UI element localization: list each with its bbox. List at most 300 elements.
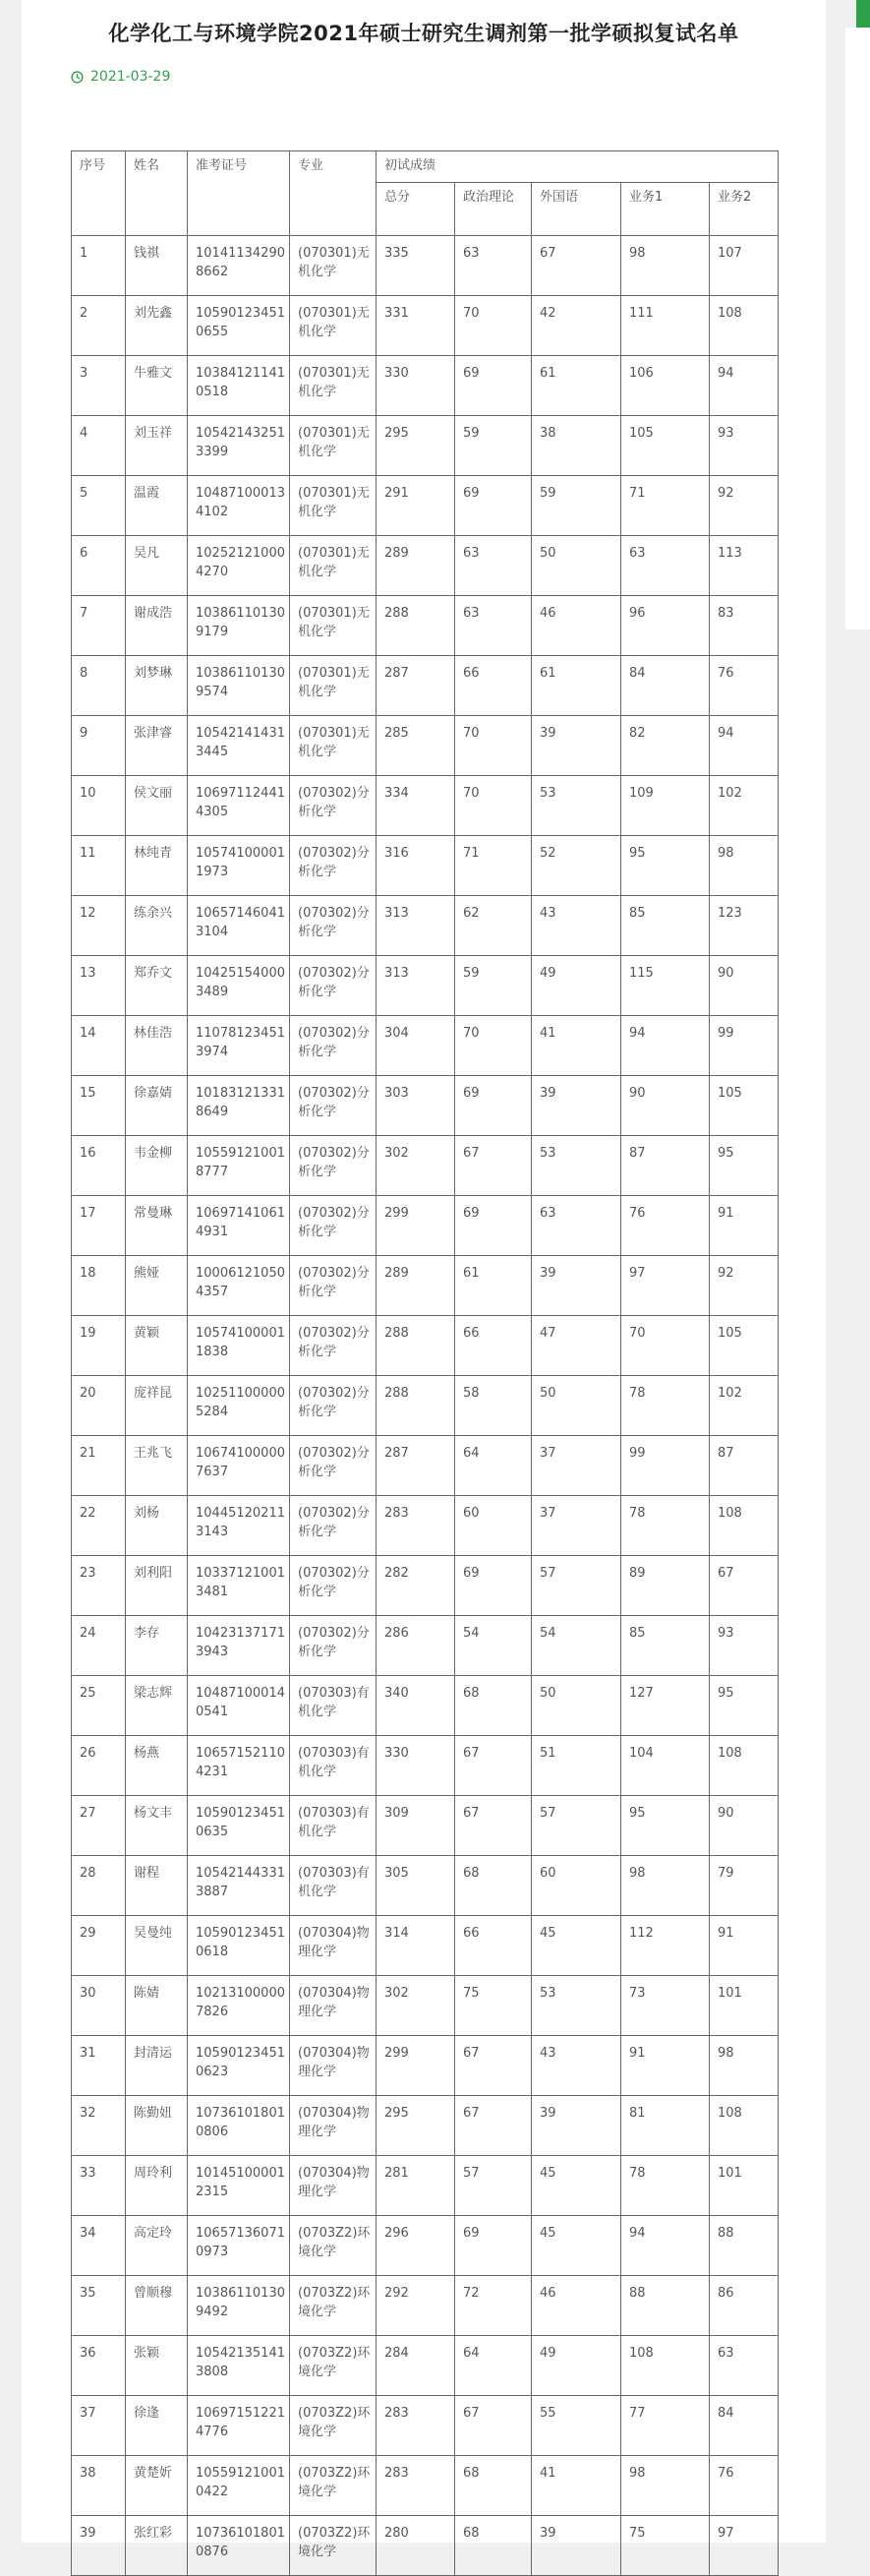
cell-seq: 6 [72, 536, 126, 596]
cell-foreign: 50 [532, 536, 621, 596]
table-row [72, 1376, 779, 1436]
cell-subject1: 111 [621, 296, 710, 356]
cell-seq: 9 [72, 716, 126, 776]
cell-total: 289 [377, 536, 455, 596]
cell-subject2: 98 [710, 836, 779, 896]
side-widget-tab[interactable] [856, 0, 870, 28]
table-row [72, 1856, 779, 1916]
page-title: 化学化工与环境学院2021年硕士研究生调剂第一批学硕拟复试名单 [108, 22, 739, 45]
cell-subject1: 98 [621, 1856, 710, 1916]
cell-politics: 63 [455, 596, 532, 656]
header-major: 专业 [290, 151, 377, 236]
cell-subject1: 99 [621, 1436, 710, 1496]
cell-name: 周玲利 [126, 2156, 188, 2216]
cell-exam-id: 105421351413808 [188, 2336, 290, 2396]
cell-name: 张红彩 [126, 2516, 188, 2576]
cell-major: (070301)无机化学 [290, 476, 377, 536]
table-row [72, 1916, 779, 1976]
cell-major: (070304)物理化学 [290, 2096, 377, 2156]
cell-subject1: 63 [621, 536, 710, 596]
cell-seq: 24 [72, 1616, 126, 1676]
cell-seq: 27 [72, 1796, 126, 1856]
table-row [72, 836, 779, 896]
cell-subject2: 91 [710, 1196, 779, 1256]
cell-seq: 15 [72, 1076, 126, 1136]
cell-total: 296 [377, 2216, 455, 2276]
cell-name: 曾顺穆 [126, 2276, 188, 2336]
cell-foreign: 39 [532, 716, 621, 776]
cell-total: 303 [377, 1076, 455, 1136]
cell-name: 刘玉祥 [126, 416, 188, 476]
cell-exam-id: 106971410614931 [188, 1196, 290, 1256]
cell-exam-id: 105421432513399 [188, 416, 290, 476]
cell-foreign: 53 [532, 1976, 621, 2036]
cell-foreign: 51 [532, 1736, 621, 1796]
cell-name: 刘利阳 [126, 1556, 188, 1616]
table-row [72, 2036, 779, 2096]
table-row [72, 656, 779, 716]
cell-foreign: 50 [532, 1676, 621, 1736]
table-row [72, 476, 779, 536]
cell-foreign: 39 [532, 2516, 621, 2576]
cell-seq: 37 [72, 2396, 126, 2456]
cell-foreign: 50 [532, 1376, 621, 1436]
cell-total: 330 [377, 1736, 455, 1796]
cell-total: 309 [377, 1796, 455, 1856]
header-subject2: 业务2 [710, 183, 779, 236]
cell-seq: 26 [72, 1736, 126, 1796]
cell-exam-id: 103861101309179 [188, 596, 290, 656]
cell-name: 陈勤妞 [126, 2096, 188, 2156]
cell-subject1: 90 [621, 1076, 710, 1136]
cell-subject1: 87 [621, 1136, 710, 1196]
cell-name: 吴曼纯 [126, 1916, 188, 1976]
cell-exam-id: 106571521104231 [188, 1736, 290, 1796]
cell-exam-id: 103861101309574 [188, 656, 290, 716]
cell-subject1: 115 [621, 956, 710, 1016]
cell-politics: 64 [455, 2336, 532, 2396]
cell-politics: 67 [455, 2096, 532, 2156]
cell-foreign: 52 [532, 836, 621, 896]
cell-name: 熊娅 [126, 1256, 188, 1316]
cell-foreign: 42 [532, 296, 621, 356]
cell-politics: 64 [455, 1436, 532, 1496]
cell-total: 335 [377, 236, 455, 296]
cell-exam-id: 105901234510623 [188, 2036, 290, 2096]
cell-exam-id: 107361018010806 [188, 2096, 290, 2156]
cell-subject2: 105 [710, 1316, 779, 1376]
cell-seq: 31 [72, 2036, 126, 2096]
cell-major: (070302)分析化学 [290, 896, 377, 956]
cell-subject1: 78 [621, 1496, 710, 1556]
cell-subject2: 97 [710, 2516, 779, 2576]
cell-politics: 69 [455, 1076, 532, 1136]
table-row [72, 956, 779, 1016]
cell-foreign: 41 [532, 2456, 621, 2516]
cell-exam-id: 105421414313445 [188, 716, 290, 776]
cell-exam-id: 103861101309492 [188, 2276, 290, 2336]
cell-subject1: 98 [621, 2456, 710, 2516]
cell-seq: 35 [72, 2276, 126, 2336]
cell-politics: 67 [455, 1796, 532, 1856]
cell-foreign: 61 [532, 656, 621, 716]
cell-subject1: 76 [621, 1196, 710, 1256]
cell-major: (070304)物理化学 [290, 2156, 377, 2216]
cell-total: 284 [377, 2336, 455, 2396]
cell-subject2: 90 [710, 1796, 779, 1856]
cell-seq: 2 [72, 296, 126, 356]
cell-politics: 57 [455, 2156, 532, 2216]
cell-major: (070302)分析化学 [290, 1436, 377, 1496]
cell-foreign: 43 [532, 2036, 621, 2096]
cell-total: 286 [377, 1616, 455, 1676]
cell-subject2: 102 [710, 776, 779, 836]
cell-seq: 18 [72, 1256, 126, 1316]
cell-name: 谢成浩 [126, 596, 188, 656]
cell-major: (070304)物理化学 [290, 1976, 377, 2036]
cell-subject2: 83 [710, 596, 779, 656]
cell-subject1: 98 [621, 236, 710, 296]
cell-politics: 69 [455, 1556, 532, 1616]
cell-subject2: 63 [710, 2336, 779, 2396]
cell-total: 302 [377, 1136, 455, 1196]
cell-major: (070302)分析化学 [290, 1196, 377, 1256]
cell-subject1: 95 [621, 836, 710, 896]
cell-subject2: 94 [710, 356, 779, 416]
cell-name: 温霞 [126, 476, 188, 536]
cell-name: 陈婧 [126, 1976, 188, 2036]
cell-seq: 33 [72, 2156, 126, 2216]
cell-foreign: 57 [532, 1796, 621, 1856]
header-politics: 政治理论 [455, 183, 532, 236]
cell-name: 郑乔文 [126, 956, 188, 1016]
cell-subject1: 78 [621, 2156, 710, 2216]
cell-total: 288 [377, 1376, 455, 1436]
cell-seq: 28 [72, 1856, 126, 1916]
cell-total: 314 [377, 1916, 455, 1976]
cell-exam-id: 106741000007637 [188, 1436, 290, 1496]
table-row [72, 1256, 779, 1316]
cell-name: 杨燕 [126, 1736, 188, 1796]
cell-politics: 67 [455, 2396, 532, 2456]
cell-politics: 72 [455, 2276, 532, 2336]
cell-foreign: 39 [532, 1076, 621, 1136]
table-row [72, 1076, 779, 1136]
cell-foreign: 60 [532, 1856, 621, 1916]
cell-total: 334 [377, 776, 455, 836]
cell-seq: 5 [72, 476, 126, 536]
cell-major: (070301)无机化学 [290, 596, 377, 656]
cell-total: 299 [377, 2036, 455, 2096]
header-total: 总分 [377, 183, 455, 236]
cell-seq: 29 [72, 1916, 126, 1976]
cell-seq: 22 [72, 1496, 126, 1556]
cell-major: (070304)物理化学 [290, 2036, 377, 2096]
cell-major: (0703Z2)环境化学 [290, 2276, 377, 2336]
cell-exam-id: 102521210004270 [188, 536, 290, 596]
cell-foreign: 54 [532, 1616, 621, 1676]
table-row [72, 1736, 779, 1796]
cell-total: 302 [377, 1976, 455, 2036]
cell-seq: 16 [72, 1136, 126, 1196]
cell-name: 常曼琳 [126, 1196, 188, 1256]
cell-name: 黄楚妡 [126, 2456, 188, 2516]
table-row [72, 1316, 779, 1376]
cell-exam-id: 106971512214776 [188, 2396, 290, 2456]
cell-foreign: 61 [532, 356, 621, 416]
cell-subject1: 109 [621, 776, 710, 836]
cell-exam-id: 105591210010422 [188, 2456, 290, 2516]
cell-major: (070301)无机化学 [290, 416, 377, 476]
cell-total: 288 [377, 596, 455, 656]
cell-subject2: 108 [710, 2096, 779, 2156]
cell-subject2: 94 [710, 716, 779, 776]
table-row [72, 1016, 779, 1076]
cell-subject1: 78 [621, 1376, 710, 1436]
table-row [72, 776, 779, 836]
cell-foreign: 49 [532, 956, 621, 1016]
table-row [72, 596, 779, 656]
cell-total: 285 [377, 716, 455, 776]
table-row [72, 356, 779, 416]
cell-seq: 11 [72, 836, 126, 896]
cell-subject2: 107 [710, 236, 779, 296]
cell-politics: 63 [455, 236, 532, 296]
cell-seq: 14 [72, 1016, 126, 1076]
cell-name: 王兆飞 [126, 1436, 188, 1496]
cell-subject1: 84 [621, 656, 710, 716]
cell-subject1: 77 [621, 2396, 710, 2456]
cell-major: (070302)分析化学 [290, 1076, 377, 1136]
cell-politics: 68 [455, 1856, 532, 1916]
cell-politics: 75 [455, 1976, 532, 2036]
cell-foreign: 38 [532, 416, 621, 476]
cell-subject2: 67 [710, 1556, 779, 1616]
cell-foreign: 45 [532, 2216, 621, 2276]
clock-icon [71, 71, 84, 84]
publish-date [71, 69, 170, 85]
cell-subject2: 90 [710, 956, 779, 1016]
cell-name: 徐嘉婧 [126, 1076, 188, 1136]
cell-foreign: 63 [532, 1196, 621, 1256]
cell-major: (070301)无机化学 [290, 656, 377, 716]
table-row [72, 1496, 779, 1556]
cell-subject2: 123 [710, 896, 779, 956]
cell-major: (070301)无机化学 [290, 716, 377, 776]
cell-subject2: 108 [710, 1736, 779, 1796]
header-score-group: 初试成绩 [377, 151, 779, 183]
cell-politics: 63 [455, 536, 532, 596]
cell-total: 299 [377, 1196, 455, 1256]
cell-subject2: 84 [710, 2396, 779, 2456]
cell-subject2: 88 [710, 2216, 779, 2276]
cell-name: 谢程 [126, 1856, 188, 1916]
cell-seq: 20 [72, 1376, 126, 1436]
cell-total: 305 [377, 1856, 455, 1916]
cell-politics: 68 [455, 2516, 532, 2576]
table-row [72, 2096, 779, 2156]
cell-exam-id: 107361018010876 [188, 2516, 290, 2576]
table-row [72, 2156, 779, 2216]
cell-total: 280 [377, 2516, 455, 2576]
cell-major: (070302)分析化学 [290, 776, 377, 836]
cell-politics: 61 [455, 1256, 532, 1316]
cell-exam-id: 100061210504357 [188, 1256, 290, 1316]
cell-subject2: 95 [710, 1136, 779, 1196]
cell-name: 高定玲 [126, 2216, 188, 2276]
cell-name: 封清运 [126, 2036, 188, 2096]
cell-subject2: 113 [710, 536, 779, 596]
cell-foreign: 67 [532, 236, 621, 296]
cell-total: 287 [377, 1436, 455, 1496]
cell-total: 313 [377, 956, 455, 1016]
cell-subject1: 94 [621, 1016, 710, 1076]
header-name: 姓名 [126, 151, 188, 236]
cell-major: (070302)分析化学 [290, 1376, 377, 1436]
cell-major: (070304)物理化学 [290, 1916, 377, 1976]
cell-major: (070303)有机化学 [290, 1676, 377, 1736]
cell-subject2: 108 [710, 1496, 779, 1556]
table-row [72, 2276, 779, 2336]
cell-exam-id: 104871000134102 [188, 476, 290, 536]
cell-politics: 68 [455, 2456, 532, 2516]
cell-major: (070301)无机化学 [290, 536, 377, 596]
cell-politics: 69 [455, 1196, 532, 1256]
cell-total: 288 [377, 1316, 455, 1376]
cell-subject1: 105 [621, 416, 710, 476]
cell-exam-id: 105901234510655 [188, 296, 290, 356]
cell-exam-id: 101831213318649 [188, 1076, 290, 1136]
cell-major: (070301)无机化学 [290, 296, 377, 356]
cell-total: 283 [377, 2456, 455, 2516]
cell-politics: 69 [455, 356, 532, 416]
cell-name: 李存 [126, 1616, 188, 1676]
cell-subject1: 94 [621, 2216, 710, 2276]
cell-foreign: 59 [532, 476, 621, 536]
cell-subject1: 73 [621, 1976, 710, 2036]
cell-subject1: 108 [621, 2336, 710, 2396]
cell-politics: 66 [455, 656, 532, 716]
cell-subject1: 106 [621, 356, 710, 416]
cell-seq: 3 [72, 356, 126, 416]
table-row [72, 716, 779, 776]
cell-subject1: 75 [621, 2516, 710, 2576]
cell-total: 282 [377, 1556, 455, 1616]
cell-exam-id: 103371210013481 [188, 1556, 290, 1616]
cell-total: 281 [377, 2156, 455, 2216]
cell-seq: 32 [72, 2096, 126, 2156]
cell-total: 283 [377, 1496, 455, 1556]
table-row [72, 896, 779, 956]
cell-total: 295 [377, 2096, 455, 2156]
cell-exam-id: 102131000007826 [188, 1976, 290, 2036]
cell-foreign: 45 [532, 2156, 621, 2216]
cell-total: 331 [377, 296, 455, 356]
table-row [72, 2216, 779, 2276]
cell-subject2: 99 [710, 1016, 779, 1076]
cell-seq: 36 [72, 2336, 126, 2396]
cell-subject2: 76 [710, 656, 779, 716]
cell-exam-id: 105421443313887 [188, 1856, 290, 1916]
cell-foreign: 47 [532, 1316, 621, 1376]
cell-major: (070303)有机化学 [290, 1796, 377, 1856]
cell-major: (0703Z2)环境化学 [290, 2456, 377, 2516]
header-exam-id: 准考证号 [188, 151, 290, 236]
table-row [72, 536, 779, 596]
cell-politics: 70 [455, 716, 532, 776]
cell-major: (070302)分析化学 [290, 1256, 377, 1316]
header-seq: 序号 [72, 151, 126, 236]
table-row [72, 2396, 779, 2456]
cell-subject1: 127 [621, 1676, 710, 1736]
cell-seq: 19 [72, 1316, 126, 1376]
cell-total: 289 [377, 1256, 455, 1316]
cell-major: (070302)分析化学 [290, 1556, 377, 1616]
cell-exam-id: 104251540003489 [188, 956, 290, 1016]
cell-exam-id: 101411342908662 [188, 236, 290, 296]
cell-total: 313 [377, 896, 455, 956]
cell-subject1: 104 [621, 1736, 710, 1796]
table-row [72, 1796, 779, 1856]
cell-major: (0703Z2)环境化学 [290, 2216, 377, 2276]
cell-exam-id: 106571360710973 [188, 2216, 290, 2276]
cell-seq: 1 [72, 236, 126, 296]
cell-politics: 67 [455, 2036, 532, 2096]
table-row [72, 1136, 779, 1196]
cell-subject1: 85 [621, 896, 710, 956]
cell-subject2: 108 [710, 296, 779, 356]
cell-subject2: 86 [710, 2276, 779, 2336]
cell-seq: 25 [72, 1676, 126, 1736]
cell-subject2: 98 [710, 2036, 779, 2096]
cell-major: (070302)分析化学 [290, 1496, 377, 1556]
cell-foreign: 46 [532, 2276, 621, 2336]
cell-foreign: 53 [532, 776, 621, 836]
header-subject1: 业务1 [621, 183, 710, 236]
cell-foreign: 45 [532, 1916, 621, 1976]
cell-politics: 66 [455, 1316, 532, 1376]
cell-subject1: 70 [621, 1316, 710, 1376]
cell-subject2: 76 [710, 2456, 779, 2516]
cell-name: 钱祺 [126, 236, 188, 296]
cell-politics: 68 [455, 1676, 532, 1736]
table-row [72, 2336, 779, 2396]
cell-politics: 69 [455, 2216, 532, 2276]
cell-subject1: 91 [621, 2036, 710, 2096]
table-row [72, 1196, 779, 1256]
cell-subject1: 82 [621, 716, 710, 776]
cell-subject1: 112 [621, 1916, 710, 1976]
cell-exam-id: 105901234510618 [188, 1916, 290, 1976]
cell-major: (070301)无机化学 [290, 356, 377, 416]
cell-subject2: 101 [710, 1976, 779, 2036]
cell-name: 侯文丽 [126, 776, 188, 836]
cell-exam-id: 106971124414305 [188, 776, 290, 836]
cell-exam-id: 104451202113143 [188, 1496, 290, 1556]
table-row [72, 2516, 779, 2576]
cell-total: 287 [377, 656, 455, 716]
cell-subject1: 88 [621, 2276, 710, 2336]
header-foreign: 外国语 [532, 183, 621, 236]
cell-name: 张津睿 [126, 716, 188, 776]
cell-politics: 69 [455, 476, 532, 536]
cell-foreign: 43 [532, 896, 621, 956]
cell-major: (070301)无机化学 [290, 236, 377, 296]
cell-exam-id: 110781234513974 [188, 1016, 290, 1076]
cell-name: 练余兴 [126, 896, 188, 956]
cell-foreign: 57 [532, 1556, 621, 1616]
cell-subject2: 93 [710, 416, 779, 476]
